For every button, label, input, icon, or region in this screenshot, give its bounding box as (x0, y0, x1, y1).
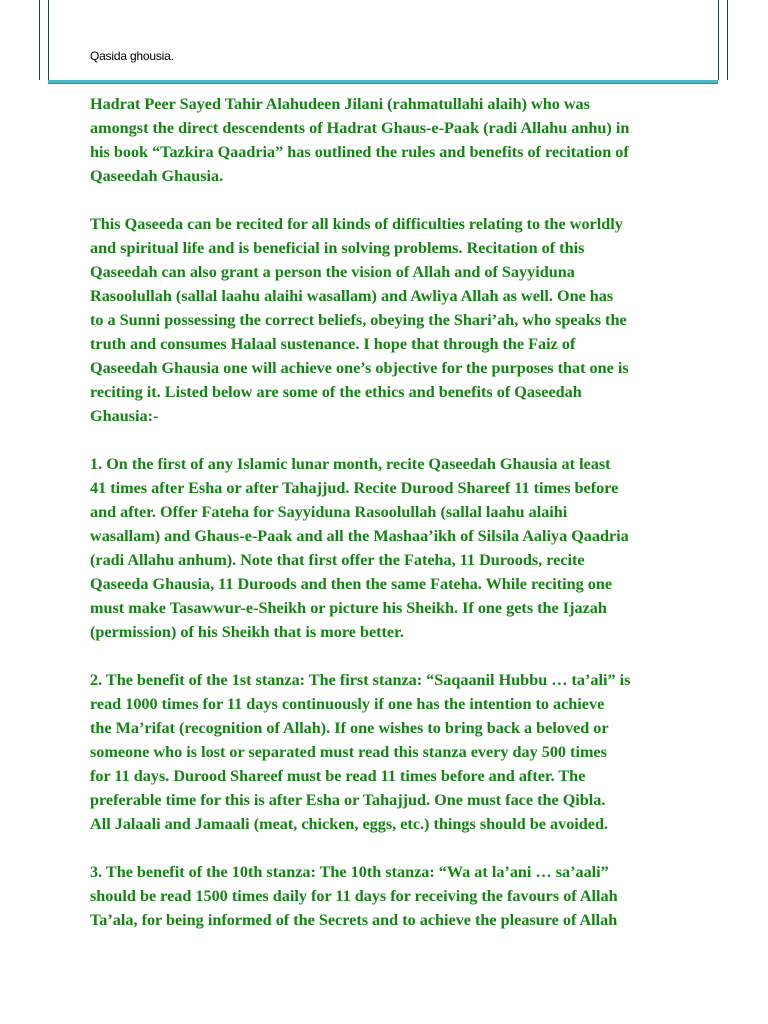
text-line: his book “Tazkira Qaadria” has outlined the rules and benefits of recitation of (90, 143, 629, 161)
text-line: (permission) of his Sheikh that is more better. (90, 623, 404, 641)
text-line: should be read 1500 times daily for 11 days for receiving the favours of Allah (90, 887, 618, 905)
paragraph-rule-1 (90, 452, 690, 644)
text-line: for 11 days. Durood Shareef must be read 11 times before and after. The (90, 767, 586, 785)
text-line: and after. Offer Fateha for Sayyiduna Rasoolullah (sallal laahu alaihi (90, 503, 568, 521)
right-margin-bar (718, 0, 728, 80)
text-line: 3. The benefit of the 10th stanza: The 10th stanza: “Wa at la’ani … sa’aali” (90, 863, 609, 881)
paragraph-benefits-overview (90, 212, 690, 428)
text-line: Rasoolullah (sallal laahu alaihi wasallam) and Awliya Allah as well. One has (90, 287, 614, 305)
text-line: preferable time for this is after Esha or Tahajjud. One must face the Qibla. (90, 791, 606, 809)
text-line: All Jalaali and Jamaali (meat, chicken, eggs, etc.) things should be avoided. (90, 815, 609, 833)
document-body (90, 92, 690, 956)
text-line: amongst the direct descendents of Hadrat Ghaus-e-Paak (radi Allahu anhu) in (90, 119, 630, 137)
header-rule (48, 80, 718, 83)
paragraph-rule-3 (90, 860, 690, 932)
text-line: Hadrat Peer Sayed Tahir Alahudeen Jilani (rahmatullahi alaih) who was (90, 95, 590, 113)
text-line: 2. The benefit of the 1st stanza: The first stanza: “Saqaanil Hubbu … ta’ali” is (90, 671, 631, 689)
header-title: Qasida ghousia. (90, 49, 174, 63)
text-line: Qaseedah Ghausia one will achieve one’s objective for the purposes that one is (90, 359, 629, 377)
text-line: reciting it. Listed below are some of the ethics and benefits of Qaseedah (90, 383, 582, 401)
text-line: truth and consumes Halaal sustenance. I hope that through the Faiz of (90, 335, 576, 353)
text-line: 1. On the first of any Islamic lunar month, recite Qaseedah Ghausia at least (90, 455, 611, 473)
text-line: to a Sunni possessing the correct beliefs, obeying the Shari’ah, who speaks the (90, 311, 627, 329)
text-line: the Ma’rifat (recognition of Allah). If one wishes to bring back a beloved or (90, 719, 609, 737)
text-line: someone who is lost or separated must read this stanza every day 500 times (90, 743, 607, 761)
text-line: 41 times after Esha or after Tahajjud. Recite Durood Shareef 11 times before (90, 479, 619, 497)
text-line: read 1000 times for 11 days continuously if one has the intention to achieve (90, 695, 605, 713)
text-line: (radi Allahu anhum). Note that first offer the Fateha, 11 Duroods, recite (90, 551, 585, 569)
text-line: wasallam) and Ghaus-e-Paak and all the Mashaa’ikh of Silsila Aaliya Qaadria (90, 527, 629, 545)
paragraph-intro (90, 92, 690, 188)
paragraph-rule-2 (90, 668, 690, 836)
text-line: Qaseedah Ghausia. (90, 167, 224, 185)
text-line: Qaseedah can also grant a person the vision of Allah and of Sayyiduna (90, 263, 575, 281)
left-margin-bar (39, 0, 49, 80)
text-line: Qaseeda Ghausia, 11 Duroods and then the same Fateha. While reciting one (90, 575, 613, 593)
text-line: Ghausia:- (90, 407, 159, 425)
text-line: must make Tasawwur-e-Sheikh or picture his Sheikh. If one gets the Ijazah (90, 599, 607, 617)
text-line: Ta’ala, for being informed of the Secrets and to achieve the pleasure of Allah (90, 911, 618, 929)
text-line: This Qaseeda can be recited for all kinds of difficulties relating to the worldly (90, 215, 623, 233)
text-line: and spiritual life and is beneficial in solving problems. Recitation of this (90, 239, 585, 257)
